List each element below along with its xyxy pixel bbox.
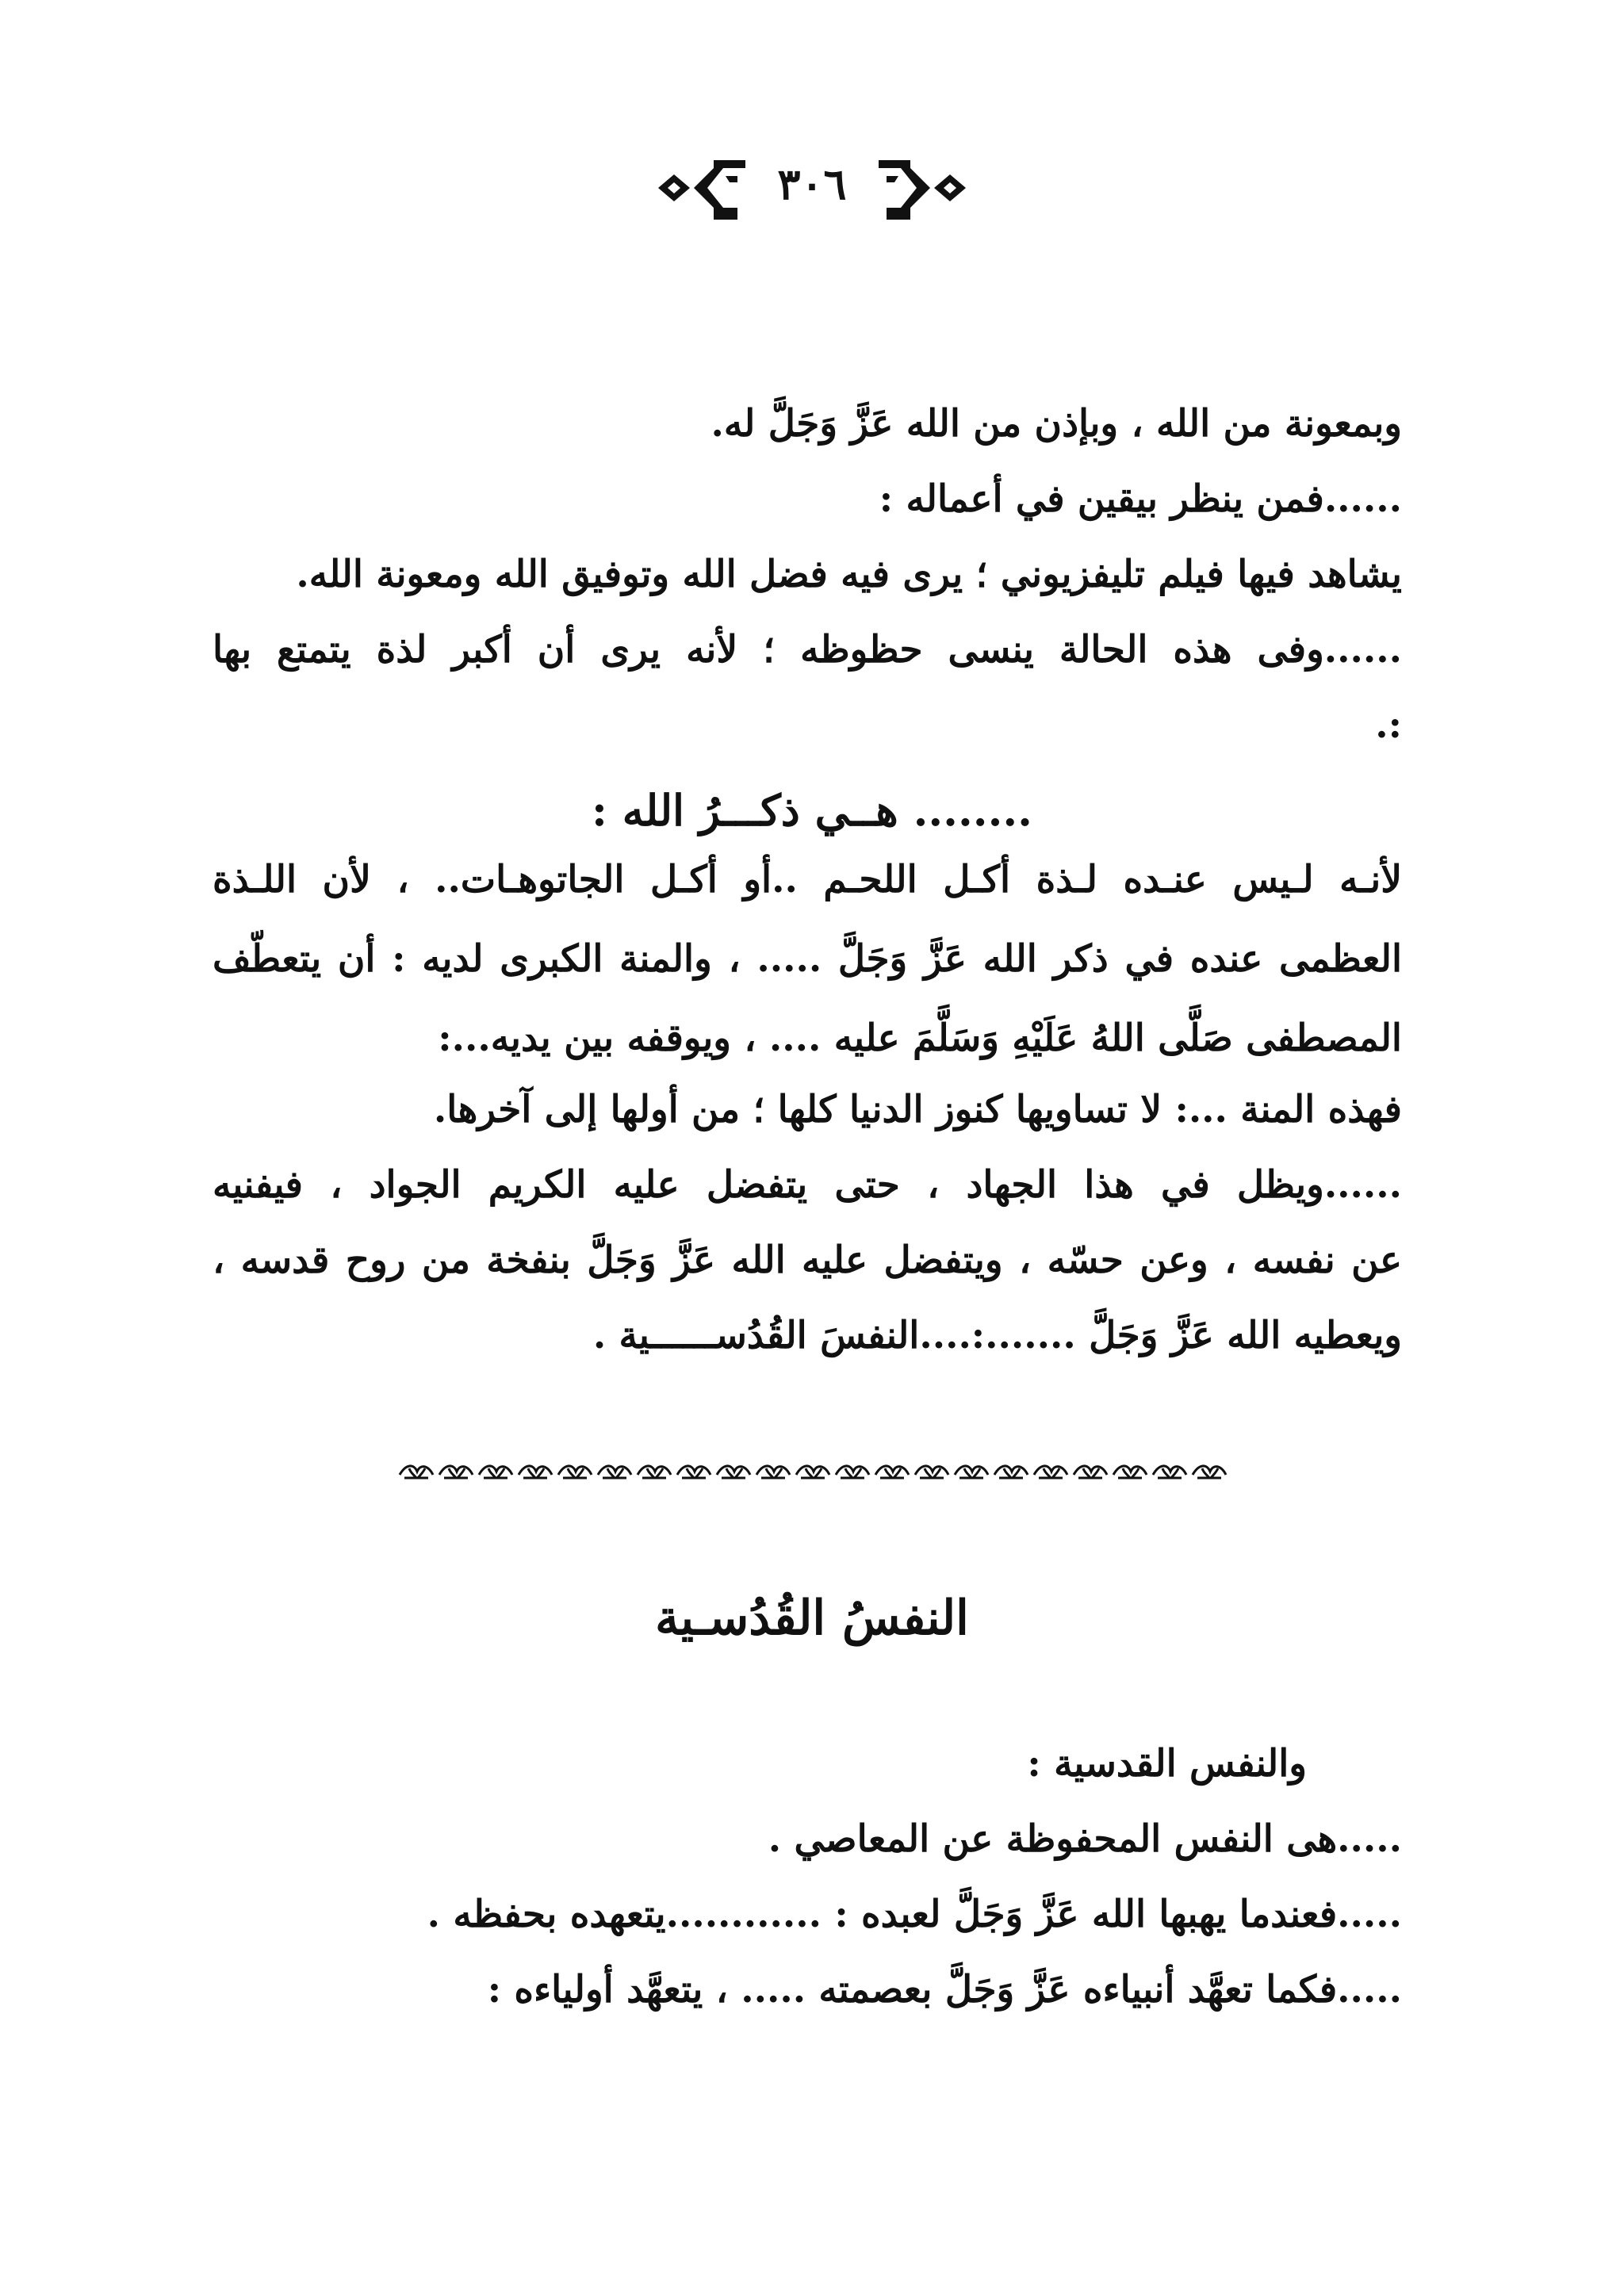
- section-1-paragraph: [213, 856, 1402, 1411]
- floral-motif-icon: [638, 1466, 671, 1478]
- floral-motif-icon: [955, 1466, 988, 1478]
- section-2: [213, 1740, 1402, 2073]
- floral-motif-icon: [400, 1466, 433, 1478]
- paragraph-line: فهذه المنة ...: لا تساويها كنوز الدنيا كلها ؛ من أولها إلى آخرها.: [433, 1088, 1402, 1131]
- text-line: .....فكما تعهَّد أنبياءه عَزَّ وَجَلَّ بعصمته ..... ، يتعهَّد أولياءه :: [487, 1968, 1402, 2012]
- floral-motif-icon: [439, 1466, 473, 1478]
- paragraph-line: المصطفى صَلَّى اللهُ عَلَيْهِ وَسَلَّمَ عليه .... ، ويوقفه بين يديه...:: [438, 1016, 1402, 1060]
- section-title: النفسُ القُدُسـية: [655, 1591, 969, 1646]
- floral-motif-icon: [1193, 1466, 1226, 1478]
- floral-divider-icon: [396, 1457, 1229, 1489]
- paragraph-line: ويعطيه الله عَزَّ وَجَلَّ .......:....النفسَ القُدُســــــية .: [592, 1314, 1402, 1357]
- floral-motif-icon: [479, 1466, 512, 1478]
- text-line: وبمعونة من الله ، وبإذن من الله عَزَّ وَجَلَّ له.: [710, 402, 1402, 446]
- floral-motif-icon: [836, 1466, 869, 1478]
- floral-motif-icon: [558, 1466, 592, 1478]
- floral-motif-icon: [717, 1466, 750, 1478]
- floral-motif-icon: [915, 1466, 948, 1478]
- text-line: .....فعندما يهبها الله عَزَّ وَجَلَّ لعبده : ............يتعهده بحفظه .: [427, 1893, 1402, 1936]
- floral-motif-icon: [1074, 1466, 1107, 1478]
- paragraph-line: عن نفسه ، وعن حسّه ، ويتفضل عليه الله عَزَّ وَجَلَّ بنفخة من روح قدسه ،: [213, 1238, 1402, 1282]
- floral-motif-icon: [994, 1466, 1028, 1478]
- text-line: ......وفى هذه الحالة ينسى حظوظه ؛ لأنه يرى أن أكبر لذة يتمتع بها: [213, 628, 1402, 672]
- page-number: ٣٠٦: [777, 159, 847, 209]
- text-line: :.: [1375, 703, 1402, 747]
- floral-motif-icon: [796, 1466, 829, 1478]
- section-heading: ........ هــي ذكـــرُ الله :: [592, 785, 1032, 836]
- text-line: والنفس القدسية :: [1027, 1742, 1307, 1786]
- ornament-divider: [396, 1457, 1229, 1489]
- floral-motif-icon: [677, 1466, 710, 1478]
- floral-motif-icon: [1034, 1466, 1067, 1478]
- floral-motif-icon: [519, 1466, 552, 1478]
- text-line: ......فمن ينظر بيقين في أعماله :: [879, 477, 1402, 521]
- paragraph-line: لأنـه لـيس عنـده لـذة أكـل اللحـم ..أو أكـل الجاتوهـات.. ، لأن اللـذة: [213, 858, 1402, 902]
- floral-motif-icon: [1153, 1466, 1186, 1478]
- page-number-frame: [650, 144, 974, 232]
- floral-motif-icon: [1113, 1466, 1147, 1478]
- paragraph-line: العظمى عنده في ذكر الله عَزَّ وَجَلَّ ..... ، والمنة الكبرى لديه : أن يتعطّف: [213, 937, 1402, 981]
- floral-motif-icon: [875, 1466, 909, 1478]
- text-line: يشاهد فيها فيلم تليفزيوني ؛ يرى فيه فضل الله وتوفيق الله ومعونة الله.: [296, 553, 1402, 596]
- paragraph-line: ......ويظل في هذا الجهاد ، حتى يتفضل عليه الكريم الجواد ، فيفنيه: [213, 1163, 1402, 1207]
- floral-motif-icon: [598, 1466, 631, 1478]
- text-line: .....هى النفس المحفوظة عن المعاصي .: [768, 1817, 1402, 1861]
- floral-motif-icon: [756, 1466, 790, 1478]
